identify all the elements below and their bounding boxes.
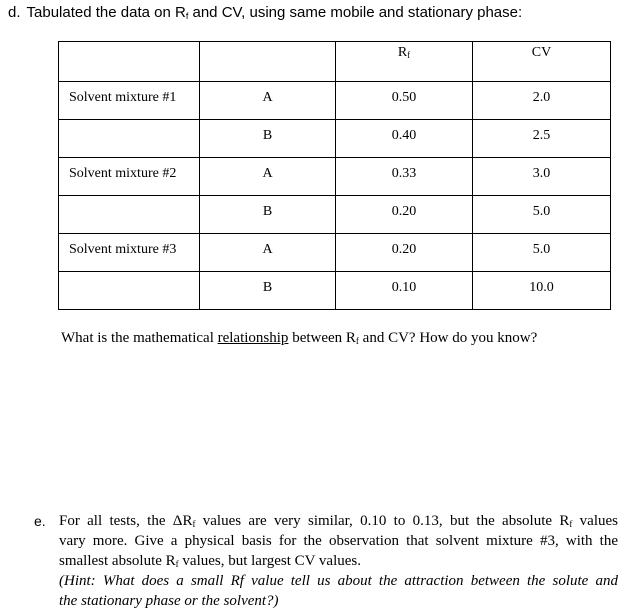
header-cell-mixture (59, 42, 200, 82)
spot-cell: A (200, 158, 336, 196)
question-e-body (59, 511, 618, 611)
question-d-heading (8, 4, 522, 21)
relationship-question (61, 330, 537, 347)
spot-cell: A (200, 82, 336, 120)
cv-cell: 5.0 (473, 196, 611, 234)
header-cell-rf (336, 42, 473, 82)
heading-subscript: f (185, 11, 189, 21)
rf-cell: 0.20 (336, 234, 473, 272)
mixture-cell: Solvent mixture #3 (59, 234, 200, 272)
rf-cell: 0.33 (336, 158, 473, 196)
question-e-line-2: vary more. Give a physical basis for the observation that solvent mixture #3, with the (59, 533, 618, 549)
question-e-hint-line-1: (Hint: What does a small Rf value tell us about the attraction between the solute and (59, 573, 618, 589)
mixture-cell: Solvent mixture #1 (59, 82, 200, 120)
header-rf-label: R (397, 45, 408, 60)
header-cell-cv (473, 42, 611, 82)
question-e-hint-line-2: the stationary phase or the solvent?) (59, 593, 279, 609)
header-cell-spot (200, 42, 336, 82)
cv-cell: 2.5 (473, 120, 611, 158)
table-row (59, 234, 611, 272)
mixture-cell (59, 272, 200, 310)
rf-cell: 0.40 (336, 120, 473, 158)
table-row (59, 272, 611, 310)
question-e-line-3: smallest absolute $R_f$ values, but largest CV values. (59, 553, 361, 569)
question-text-after: and CV? How do you know? (358, 330, 538, 346)
table-row (59, 120, 611, 158)
rf-cell: 0.20 (336, 196, 473, 234)
question-text-middle: between R (288, 330, 356, 346)
heading-text-before: Tabulated the data on R (26, 4, 186, 21)
question-e-marker: e. (34, 513, 46, 529)
question-e-line-1: For all tests, the $\Delta R_f$ values are very similar, 0.10 to 0.13, but the absolute $R_f$ values (59, 513, 618, 529)
rf-cell: 0.10 (336, 272, 473, 310)
mixture-cell: Solvent mixture #2 (59, 158, 200, 196)
spot-cell: B (200, 120, 336, 158)
question-subscript: f (355, 336, 359, 346)
question-text-before: What is the mathematical (61, 330, 218, 346)
spot-cell: A (200, 234, 336, 272)
cv-cell: 10.0 (473, 272, 611, 310)
rf-cv-data-table (58, 41, 611, 310)
cv-cell: 5.0 (473, 234, 611, 272)
table-row (59, 82, 611, 120)
heading-text-after: and CV, using same mobile and stationary phase: (188, 4, 523, 21)
table-row (59, 158, 611, 196)
header-rf-subscript: f (407, 50, 411, 60)
spot-cell: B (200, 272, 336, 310)
mixture-cell (59, 120, 200, 158)
question-d-marker: d. (8, 4, 21, 21)
cv-cell: 3.0 (473, 158, 611, 196)
spot-cell: B (200, 196, 336, 234)
cv-cell: 2.0 (473, 82, 611, 120)
question-e (34, 511, 618, 611)
table-header-row (59, 42, 611, 82)
table-row (59, 196, 611, 234)
rf-cell: 0.50 (336, 82, 473, 120)
header-cv-label: CV (531, 45, 552, 60)
mixture-cell (59, 196, 200, 234)
question-underlined-word: relationship (217, 330, 289, 346)
